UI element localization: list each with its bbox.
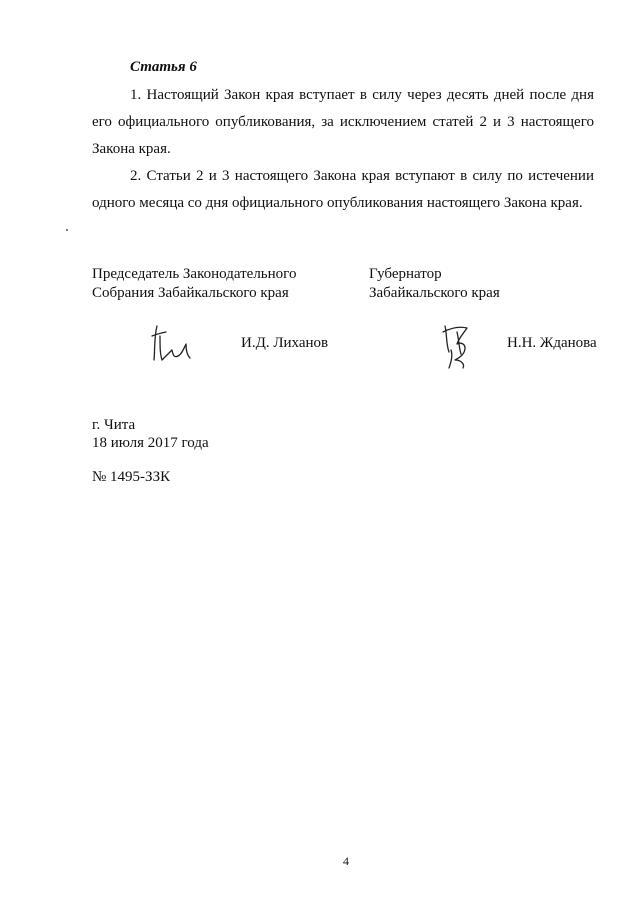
right-signatory-title-line-1: Губернатор [369,266,442,282]
date: 18 июля 2017 года [92,435,209,451]
article-paragraph-2: 2. Статьи 2 и 3 настоящего Закона края вступают в силу по истечении одного месяца со дня официального опубликования настоящего Закона края. [92,168,594,211]
scan-speck [66,229,68,231]
place: г. Чита [92,417,136,433]
law-number: № 1495-ЗЗК [92,469,171,485]
left-handwritten-signature [148,322,194,364]
article-paragraph-1: 1. Настоящий Закон края вступает в силу через десять дней после дня его официального опубликования, за исключением статей 2 и 3 настоящего Закона края. [92,87,594,157]
right-signatory-title-line-2: Забайкальского края [369,285,500,301]
right-handwritten-signature [437,320,475,372]
page-number: 4 [343,854,349,868]
left-signatory-title-line-1: Председатель Законодательного [92,266,297,282]
article-heading: Статья 6 [130,59,197,75]
left-signatory-name: И.Д. Лиханов [241,335,329,351]
right-signatory-name: Н.Н. Жданова [507,335,597,351]
left-signatory-title-line-2: Собрания Забайкальского края [92,285,289,301]
